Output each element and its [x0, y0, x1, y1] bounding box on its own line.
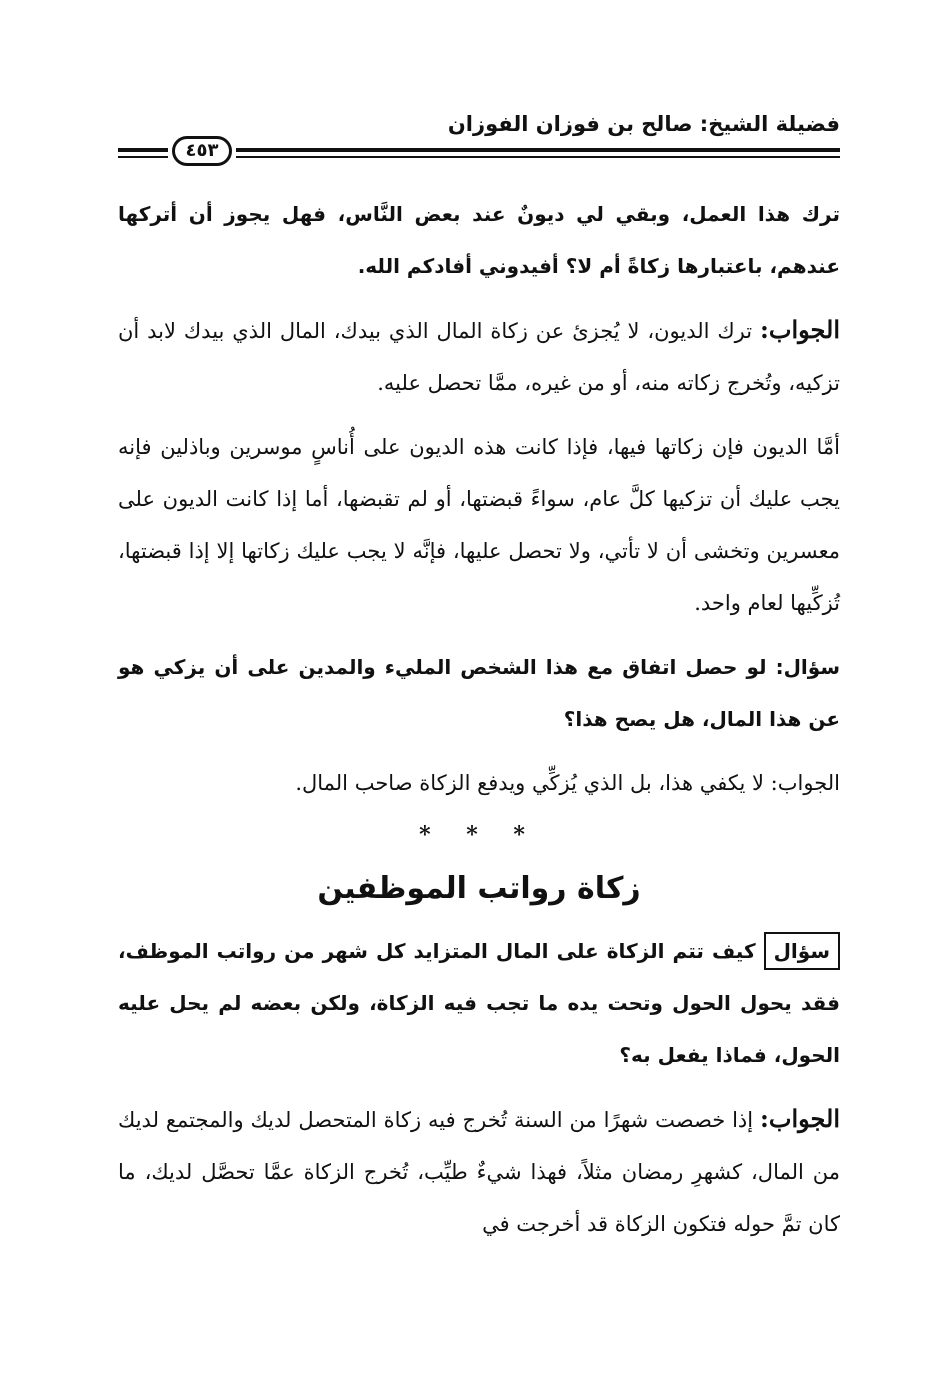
answer-paragraph-continued [118, 421, 840, 629]
paragraph-text: ترك الديون، لا يُجزئ عن زكاة المال الذي بيدك، المال الذي بيدك لابد أن تزكيه، وتُخرج زكاته منه، أو من غيره، ممَّا تحصل عليه. [118, 319, 840, 395]
answer-label: الجواب: [760, 315, 840, 344]
paragraph-text: الجواب: لا يكفي هذا، بل الذي يُزكِّي ويدفع الزكاة صاحب المال. [295, 771, 840, 795]
question-paragraph [118, 641, 840, 745]
page-number: ٤٥٣ [172, 136, 232, 166]
question-label-box: سؤال [764, 932, 840, 970]
answer-label: الجواب: [760, 1104, 840, 1133]
paragraph-text: كيف تتم الزكاة على المال المتزايد كل شهر من رواتب الموظف، فقد يحول الحول وتحت يده ما تجب فيه الزكاة، ولكن بعضه لم يحل عليه الحول، فماذا يفعل به؟ [118, 939, 840, 1067]
section-title: زكاة رواتب الموظفين [317, 871, 641, 906]
answer-paragraph [118, 1093, 840, 1250]
answer-paragraph [118, 304, 840, 409]
section-separator: * * * [419, 822, 539, 848]
paragraph-text: سؤال: لو حصل اتفاق مع هذا الشخص المليء والمدين على أن يزكي هو عن هذا المال، هل يصح هذا؟ [118, 655, 840, 731]
header-rule [236, 148, 840, 158]
header-title: فضيلة الشيخ: صالح بن فوزان الفوزان [447, 112, 840, 136]
question-continuation [118, 188, 840, 292]
answer-paragraph [118, 757, 840, 809]
paragraph-text: إذا خصصت شهرًا من السنة تُخرج فيه زكاة المتحصل لديك والمجتمع لديك من المال، كشهرِ رمضان مثلاً، فهذا شيءٌ طيِّب، تُخرج الزكاة عمَّا تحصَّل لديك، ما كان تمَّ حوله فتكون الزكاة قد أخرجت في [118, 1108, 840, 1236]
paragraph-text: ترك هذا العمل، وبقي لي ديونٌ عند بعض النَّاس، فهل يجوز أن أتركها عندهم، باعتبارها زكاةً أم لا؟ أفيدوني أفادكم الله. [118, 202, 840, 278]
header-rule-short [118, 148, 168, 158]
body-text [118, 188, 840, 1250]
question-paragraph [118, 925, 840, 1081]
running-header [118, 110, 840, 170]
paragraph-text: أمَّا الديون فإن زكاتها فيها، فإذا كانت هذه الديون على أُناسٍ موسرين وباذلين فإنه يجب عليك أن تزكيها كلَّ عام، سواءً قبضتها، أو لم تقبضها، أما إذا كانت الديون على معسرين وتخشى أن لا تأتي، ولا تحصل عليها، فإنَّه لا يجب عليك زكاتها إلا إذا قبضتها، تُزكِّيها لعام واحد. [118, 435, 840, 615]
